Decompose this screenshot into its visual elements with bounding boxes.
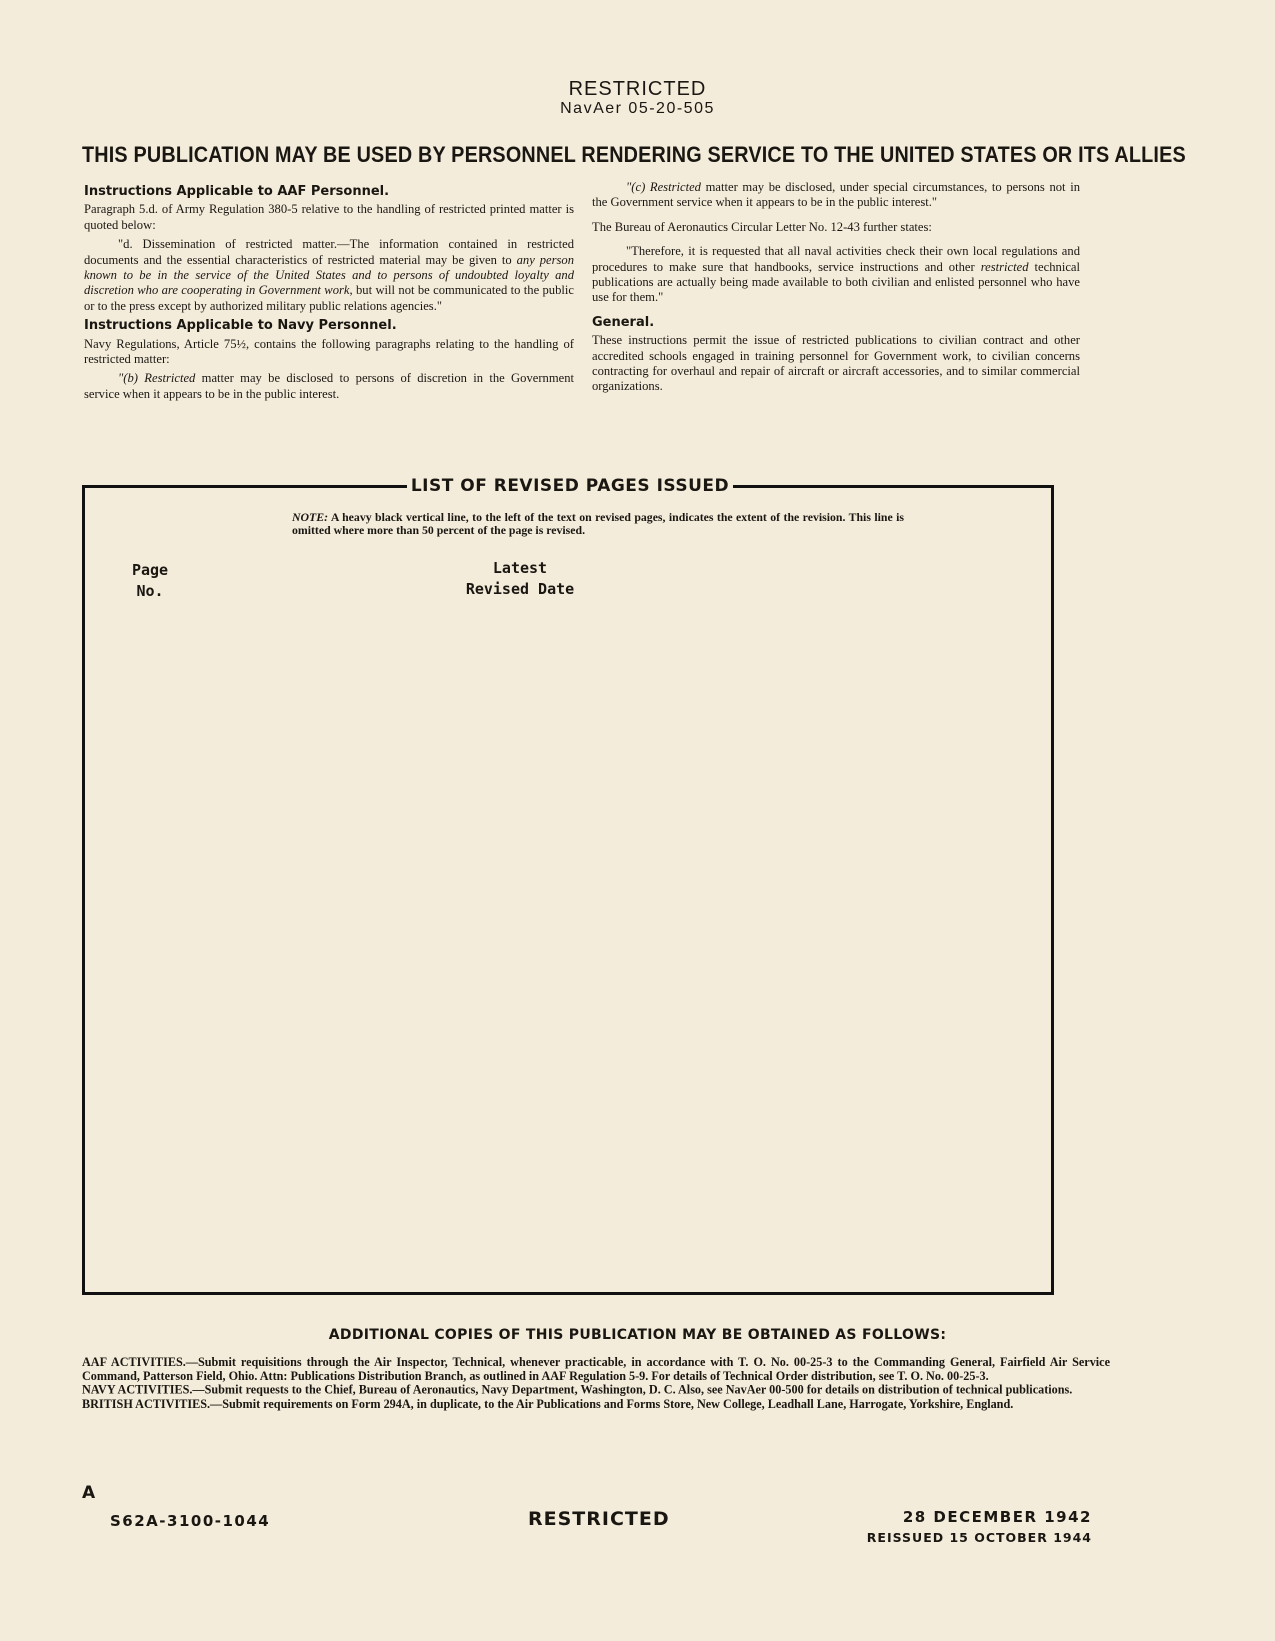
additional-copies-instructions bbox=[82, 1356, 1110, 1412]
revised-pages-box bbox=[82, 485, 1054, 1295]
footer-classification: RESTRICTED bbox=[528, 1508, 670, 1530]
additional-copies-heading: ADDITIONAL COPIES OF THIS PUBLICATION MAY BE OBTAINED AS FOLLOWS: bbox=[328, 1327, 947, 1343]
navy-paragraph-c bbox=[592, 180, 1080, 211]
general-text: These instructions permit the issue of restricted publications to civilian contract and other accredited schools engaged in training personnel for Government work, to civilian concerns contracting for overhaul and repair of aircraft or aircraft accessories, and to similar commercial organizations. bbox=[592, 333, 1080, 394]
no-label: No. bbox=[136, 582, 164, 600]
column-header-page bbox=[110, 560, 190, 602]
navy-heading: Instructions Applicable to Navy Personnel. bbox=[84, 318, 397, 334]
revision-note bbox=[292, 511, 904, 537]
footer-date: 28 DECEMBER 1942 bbox=[902, 1508, 1092, 1526]
latest-label: Latest bbox=[492, 559, 548, 577]
navy-intro: Navy Regulations, Article 75½, contains the following paragraphs relating to the handling of restricted matter: bbox=[84, 336, 574, 367]
navy-c-label: "(c) Restricted bbox=[626, 180, 701, 194]
aaf-heading: Instructions Applicable to AAF Personnel. bbox=[84, 184, 390, 199]
footer-reissued: REISSUED 15 OCTOBER 1944 bbox=[866, 1530, 1092, 1545]
usage-banner: THIS PUBLICATION MAY BE USED BY PERSONNEL RENDERING SERVICE TO THE UNITED STATES OR ITS ALLIES bbox=[82, 142, 1186, 167]
navy-paragraph-b bbox=[84, 371, 574, 402]
revised-date-label: Revised Date bbox=[465, 580, 575, 598]
bureau-quote-text: "Therefore, it is requested that all naval activities check their own local regulations and procedures to make sure that handbooks, service instructions and other bbox=[592, 244, 1080, 274]
note-text: A heavy black vertical line, to the left of the text on revised pages, indicates the extent of the revision. This line is omitted where more than 50 percent of the page is revised. bbox=[292, 510, 904, 537]
bureau-quote-end: technical publications are actually being made available to both civilian and enlisted personnel who have use for them." bbox=[592, 259, 1080, 305]
left-column bbox=[84, 182, 574, 406]
bureau-quote bbox=[592, 244, 1080, 306]
general-heading: General. bbox=[592, 314, 655, 330]
bureau-quote-italic: restricted bbox=[980, 259, 1029, 274]
document-number: NavAer 05-20-505 bbox=[560, 100, 715, 117]
aaf-quote-italic: any person known to be in the service of the United States and to persons of undoubted loyalty and discretion who are cooperating in Government work bbox=[84, 252, 574, 298]
aaf-quote bbox=[84, 237, 574, 314]
revised-pages-title bbox=[0, 476, 1140, 496]
navy-activities: NAVY ACTIVITIES.—Submit requests to the Chief, Bureau of Aeronautics, Navy Department, Washington, D. C. Also, see NavAer 00-500 for details on distribution of technical publications. bbox=[82, 1382, 1073, 1397]
navy-c-text: matter may be disclosed, under special circumstances, to persons not in the Government service when it appears to be in the public interest." bbox=[592, 180, 1080, 210]
bureau-intro: The Bureau of Aeronautics Circular Letter No. 12-43 further states: bbox=[592, 219, 932, 234]
aaf-quote-end: , but will not be communicated to the public or to the press except by authorized military public relations agencies." bbox=[84, 283, 574, 313]
navy-b-label: "(b) Restricted bbox=[118, 371, 196, 386]
navy-b-text: matter may be disclosed to persons of discretion in the Government service when it appears to be in the public interest. bbox=[84, 371, 575, 401]
note-label: NOTE: bbox=[292, 510, 329, 524]
revised-pages-title-text: LIST OF REVISED PAGES ISSUED bbox=[407, 476, 733, 496]
page-letter: A bbox=[82, 1483, 96, 1503]
page-label: Page bbox=[131, 561, 169, 579]
aaf-activities: AAF ACTIVITIES.—Submit requisitions through the Air Inspector, Technical, whenever practicable, in accordance with T. O. No. 00-25-3 to the Commanding General, Fairfield Air Service Command, Patterson Field, Ohio. Attn: Publications Distribution Branch, as outlined in AAF Regulation 5-9. For details of Technical Order distribution, see T. O. No. 00-25-3. bbox=[82, 1354, 1110, 1383]
header-classification: RESTRICTED bbox=[568, 78, 707, 100]
right-column bbox=[592, 180, 1080, 399]
aaf-intro: Paragraph 5.d. of Army Regulation 380-5 relative to the handling of restricted printed matter is quoted below: bbox=[84, 202, 574, 232]
aaf-quote-text: "d. Dissemination of restricted matter.—The information contained in restricted documents and the essential characteristics of restricted material may be given to bbox=[84, 237, 574, 267]
column-header-date bbox=[420, 558, 620, 600]
british-activities: BRITISH ACTIVITIES.—Submit requirements on Form 294A, in duplicate, to the Air Publications and Forms Store, New College, Leadhall Lane, Harrogate, Yorkshire, England. bbox=[82, 1396, 1014, 1412]
footer-code: S62A-3100-1044 bbox=[110, 1512, 271, 1530]
